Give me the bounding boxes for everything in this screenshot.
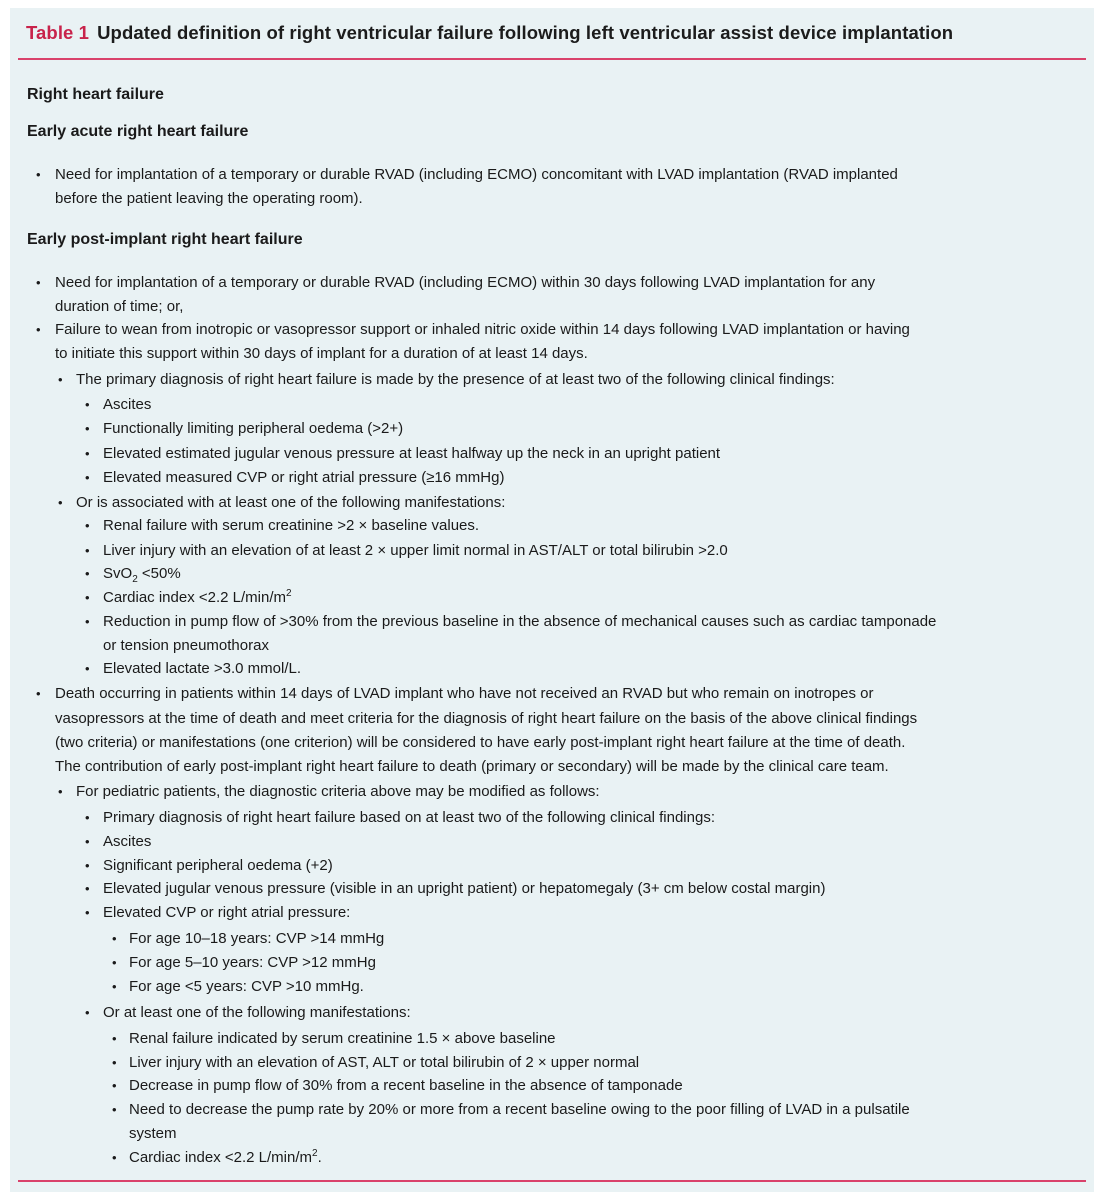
bullet: • <box>85 881 90 896</box>
bullet: • <box>112 1031 117 1046</box>
heading-right-heart-failure: Right heart failure <box>27 86 164 103</box>
bullet: • <box>85 397 90 412</box>
list-item-cont: duration of time; or, <box>55 298 184 315</box>
list-item: Renal failure with serum creatinine >2 × baseline values. <box>103 517 480 534</box>
list-item: Liver injury with an elevation of at least 2 × upper limit normal in AST/ALT or total bilirubin >2.0 <box>103 542 728 559</box>
bullet: • <box>112 1078 117 1093</box>
list-item-cont: vasopressors at the time of death and meet criteria for the diagnosis of right heart failure on the basis of the above clinical findings <box>55 710 918 727</box>
bullet: • <box>112 955 117 970</box>
svo2-value: <50% <box>137 565 181 582</box>
list-item: The primary diagnosis of right heart failure is made by the presence of at least two of the following clinical findings: <box>76 371 835 388</box>
list-item: Ascites <box>103 833 152 850</box>
list-item: Renal failure indicated by serum creatinine 1.5 × above baseline <box>129 1030 556 1047</box>
bullet: • <box>85 614 90 629</box>
superscript-2: 2 <box>286 588 292 599</box>
bullet: • <box>112 1055 117 1070</box>
cardiac-index-text: Cardiac index <2.2 L/min/m <box>129 1149 313 1166</box>
bullet: • <box>85 421 90 436</box>
bullet: • <box>85 661 90 676</box>
bullet: • <box>85 590 90 605</box>
bullet: • <box>36 322 41 337</box>
table-body <box>10 8 1094 1178</box>
bullet: • <box>85 446 90 461</box>
list-item: Or is associated with at least one of the following manifestations: <box>76 494 506 511</box>
bullet: • <box>36 167 41 182</box>
bullet: • <box>112 931 117 946</box>
bullet: • <box>85 810 90 825</box>
list-item: Ascites <box>103 396 152 413</box>
list-item: Elevated jugular venous pressure (visible in an upright patient) or hepatomegaly (3+ cm below costal margin) <box>103 880 826 897</box>
list-item: Failure to wean from inotropic or vasopressor support or inhaled nitric oxide within 14 days following LVAD implantation or having <box>55 321 910 338</box>
period: . <box>317 1149 322 1166</box>
list-item: For age 5–10 years: CVP >12 mmHg <box>129 954 376 971</box>
list-item <box>103 565 181 583</box>
bullet: • <box>112 979 117 994</box>
table-caption: Updated definition of right ventricular failure following left ventricular assist device implantation <box>97 22 954 43</box>
bullet: • <box>112 1150 117 1165</box>
subscript-2: 2 <box>132 574 138 585</box>
table-number: Table 1 <box>26 22 90 43</box>
bullet: • <box>85 905 90 920</box>
list-item: Elevated lactate >3.0 mmol/L. <box>103 660 302 677</box>
bullet: • <box>85 543 90 558</box>
list-item-cont: The contribution of early post-implant right heart failure to death (primary or secondary) will be made by the clinical care team. <box>55 758 889 775</box>
list-item: For pediatric patients, the diagnostic criteria above may be modified as follows: <box>76 783 600 800</box>
list-item: Significant peripheral oedema (+2) <box>103 857 333 874</box>
list-item: Need to decrease the pump rate by 20% or more from a recent baseline owing to the poor filling of LVAD in a pulsatile <box>129 1101 910 1118</box>
bullet: • <box>85 858 90 873</box>
list-item: For age <5 years: CVP >10 mmHg. <box>129 978 364 995</box>
list-item: Elevated CVP or right atrial pressure: <box>103 904 351 921</box>
cardiac-index-text: Cardiac index <2.2 L/min/m <box>103 589 287 606</box>
list-item-cont: system <box>129 1125 177 1142</box>
list-item: Elevated estimated jugular venous pressure at least halfway up the neck in an upright patient <box>103 445 721 462</box>
bullet: • <box>85 566 90 581</box>
list-item: Functionally limiting peripheral oedema (>2+) <box>103 420 404 437</box>
list-item: Death occurring in patients within 14 days of LVAD implant who have not received an RVAD but who remain on inotropes or <box>55 685 874 702</box>
list-item: Elevated measured CVP or right atrial pressure (≥16 mmHg) <box>103 469 505 486</box>
list-item <box>103 589 292 607</box>
table-container <box>10 8 1094 1192</box>
bullet: • <box>58 495 63 510</box>
bullet: • <box>85 470 90 485</box>
bullet: • <box>85 834 90 849</box>
list-item: Reduction in pump flow of >30% from the previous baseline in the absence of mechanical causes such as cardiac tamponade <box>103 613 937 630</box>
bullet: • <box>36 275 41 290</box>
list-item-cont: to initiate this support within 30 days of implant for a duration of at least 14 days. <box>55 345 588 362</box>
list-item: Need for implantation of a temporary or durable RVAD (including ECMO) concomitant with LVAD implantation (RVAD implanted <box>55 166 898 183</box>
bottom-rule <box>18 1180 1086 1182</box>
list-item-cont: (two criteria) or manifestations (one criterion) will be considered to have early post-implant right heart failure at the time of death. <box>55 734 906 751</box>
list-item: Or at least one of the following manifestations: <box>103 1004 411 1021</box>
list-item: Need for implantation of a temporary or durable RVAD (including ECMO) within 30 days following LVAD implantation for any <box>55 274 876 291</box>
svo2-label: SvO <box>103 565 133 582</box>
list-item: Primary diagnosis of right heart failure based on at least two of the following clinical findings: <box>103 809 715 826</box>
bullet: • <box>85 518 90 533</box>
list-item: For age 10–18 years: CVP >14 mmHg <box>129 930 385 947</box>
list-item-cont: before the patient leaving the operating room). <box>55 190 363 207</box>
heading-early-post-implant: Early post-implant right heart failure <box>27 231 303 248</box>
list-item: Liver injury with an elevation of AST, ALT or total bilirubin of 2 × upper normal <box>129 1054 640 1071</box>
heading-early-acute: Early acute right heart failure <box>27 123 249 140</box>
bullet: • <box>85 1005 90 1020</box>
bullet: • <box>112 1102 117 1117</box>
bullet: • <box>36 686 41 701</box>
list-item <box>129 1149 322 1167</box>
list-item-cont: or tension pneumothorax <box>103 637 269 654</box>
superscript-2: 2 <box>312 1148 318 1159</box>
bullet: • <box>58 784 63 799</box>
bullet: • <box>58 372 63 387</box>
list-item: Decrease in pump flow of 30% from a recent baseline in the absence of tamponade <box>129 1077 683 1094</box>
